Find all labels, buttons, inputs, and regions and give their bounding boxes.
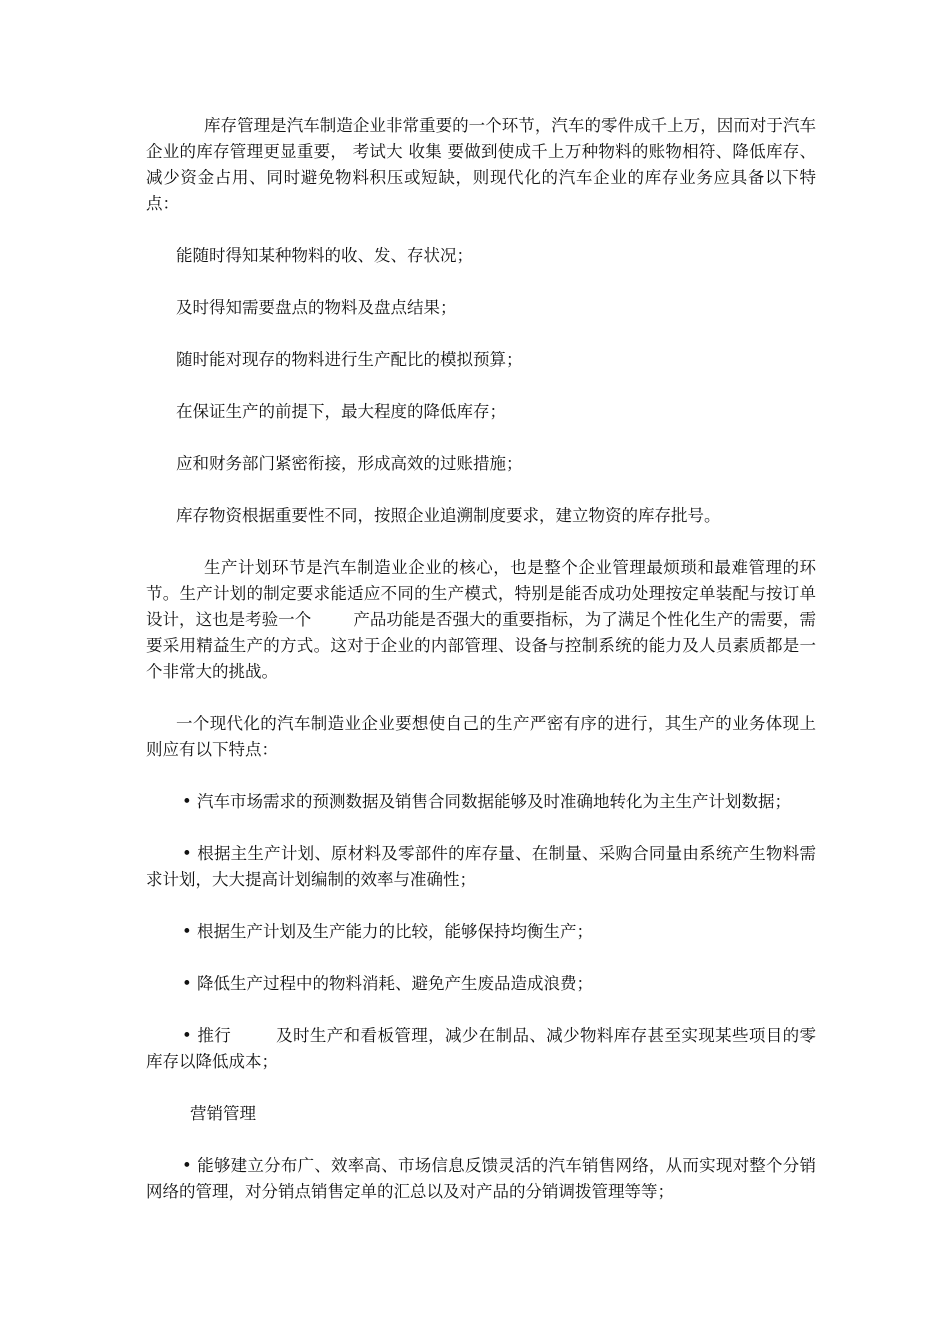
production-bullet-2: • 根据主生产计划、原材料及零部件的库存量、在制量、采购合同量由系统产生物料需求计划，大大提高计划编制的效率与准确性； [146, 844, 816, 889]
document-page [146, 113, 816, 1205]
production-bullet-5: • 推行 及时生产和看板管理，减少在制品、减少物料库存甚至实现某些项目的零库存以降低成本； [146, 1026, 816, 1071]
inventory-point-1: 能随时得知某种物料的收、发、存状况； [176, 246, 473, 265]
production-lead-paragraph: 一个现代化的汽车制造业企业要想使自己的生产严密有序的进行，其生产的业务体现上则应有以下特点： [146, 714, 816, 759]
marketing-bullet-1: • 能够建立分布广、效率高、市场信息反馈灵活的汽车销售网络，从而实现对整个分销网络的管理，对分销点销售定单的汇总以及对产品的分销调拨管理等等； [146, 1156, 816, 1201]
inventory-intro-paragraph: 库存管理是汽车制造企业非常重要的一个环节，汽车的零件成千上万，因而对于汽车企业的库存管理更显重要， 考试大 收集 要做到使成千上万种物料的账物相符、降低库存、减少资金占用、同时避免物料积压或短缺，则现代化的汽车企业的库存业务应具备以下特点： [146, 116, 816, 213]
production-intro-paragraph: 生产计划环节是汽车制造业企业的核心，也是整个企业管理最烦琐和最难管理的环节。生产计划的制定要求能适应不同的生产模式，特别是能否成功处理按定单装配与按订单设计，这也是考验一个 产品功能是否强大的重要指标，为了满足个性化生产的需要，需要采用精益生产的方式。这对于企业的内部管理、设备与控制系统的能力及人员素质都是一个非常大的挑战。 [146, 558, 816, 681]
inventory-point-2: 及时得知需要盘点的物料及盘点结果； [176, 298, 457, 317]
marketing-heading: 营销管理 [190, 1104, 256, 1123]
production-bullet-3: • 根据生产计划及生产能力的比较，能够保持均衡生产； [182, 922, 593, 941]
inventory-point-5: 应和财务部门紧密衔接，形成高效的过账措施； [176, 454, 523, 473]
inventory-point-6: 库存物资根据重要性不同，按照企业追溯制度要求，建立物资的库存批号。 [176, 506, 721, 525]
production-bullet-1: • 汽车市场需求的预测数据及销售合同数据能够及时准确地转化为主生产计划数据； [182, 792, 791, 811]
inventory-point-4: 在保证生产的前提下，最大程度的降低库存； [176, 402, 506, 421]
production-bullet-4: • 降低生产过程中的物料消耗、避免产生废品造成浪费； [182, 974, 593, 993]
inventory-point-3: 随时能对现存的物料进行生产配比的模拟预算； [176, 350, 523, 369]
